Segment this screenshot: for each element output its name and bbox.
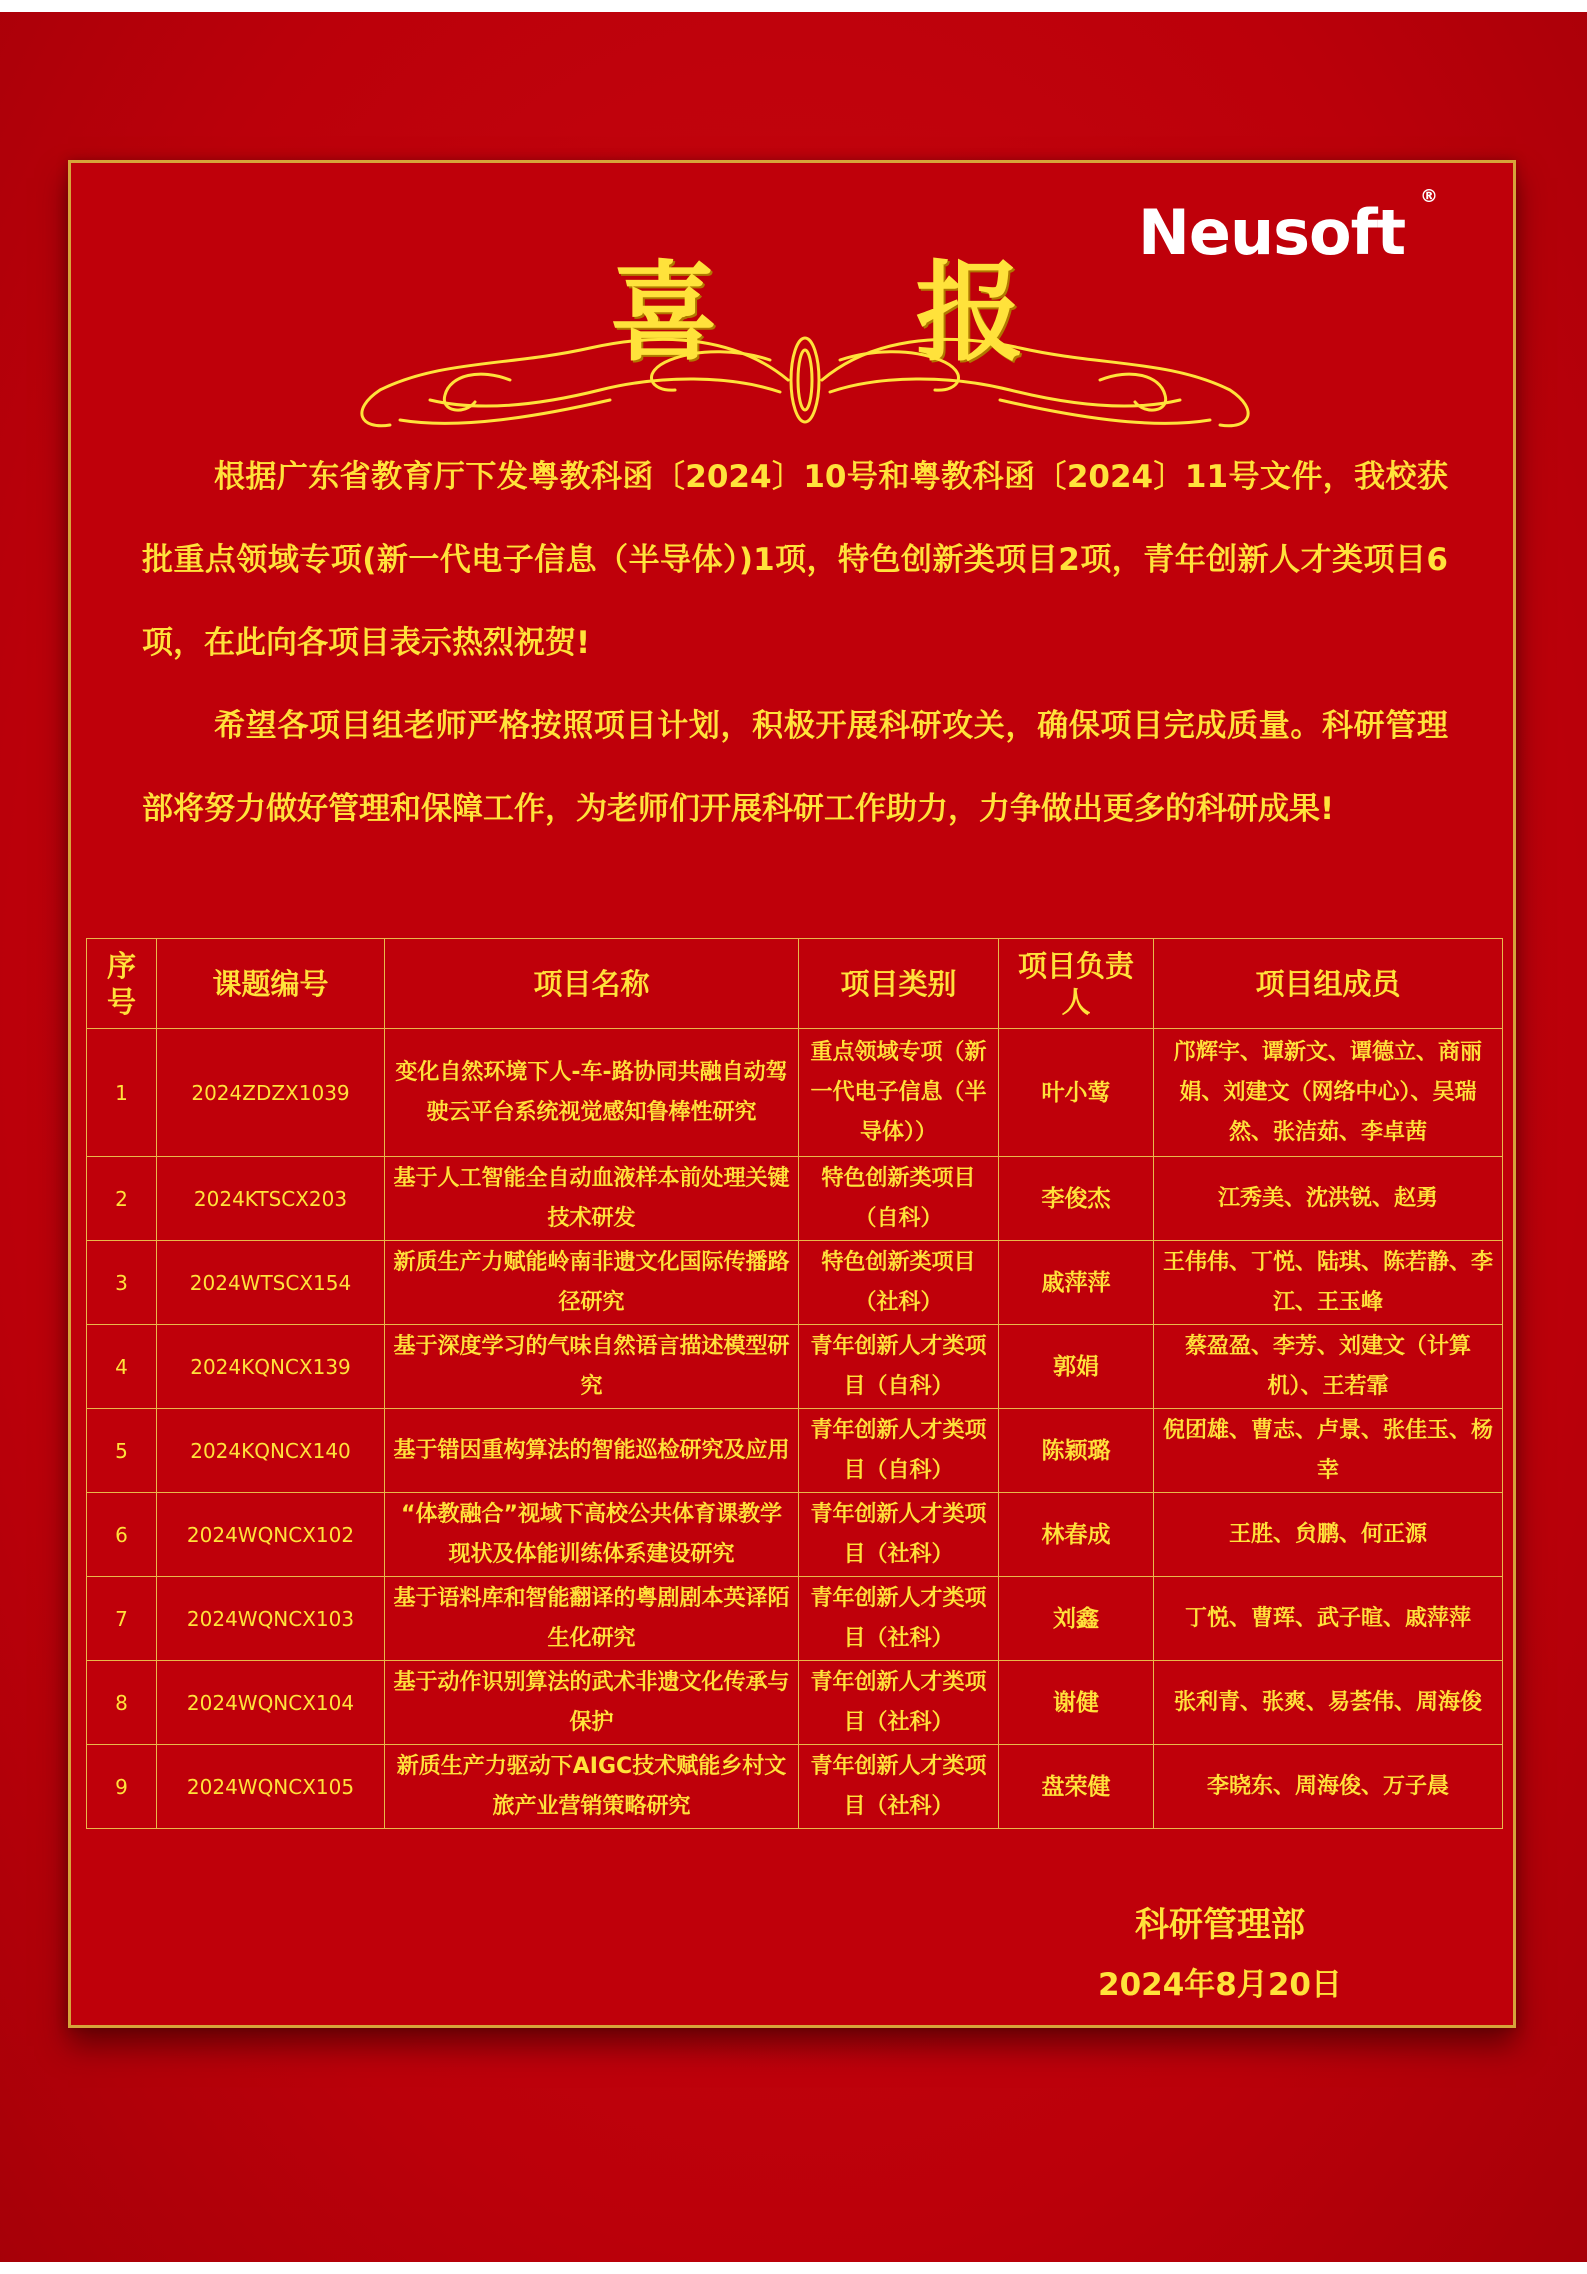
row-members: 张利青、张爽、易荟伟、周海俊	[1154, 1661, 1503, 1745]
intro-paragraph: 根据广东省教育厅下发粤教科函〔2024〕10号和粤教科函〔2024〕11号文件，我校获批重点领域专项(新一代电子信息（半导体）)1项，特色创新类项目2项，青年创新人才类项目6项，在此向各项目表示热烈祝贺!	[142, 459, 1448, 661]
row-members: 王伟伟、丁悦、陆琪、陈若静、李江、王玉峰	[1154, 1241, 1503, 1325]
registered-mark: ®	[1420, 186, 1438, 207]
row-name: 基于人工智能全自动血液样本前处理关键技术研发	[385, 1157, 799, 1241]
header-code: 课题编号	[157, 939, 385, 1029]
row-code: 2024WQNCX103	[157, 1577, 385, 1661]
row-lead: 李俊杰	[999, 1157, 1154, 1241]
row-code: 2024ZDZX1039	[157, 1029, 385, 1157]
table-row	[87, 1493, 1503, 1577]
headline-title: 喜 报	[610, 250, 1104, 376]
row-name: 基于动作识别算法的武术非遗文化传承与保护	[385, 1661, 799, 1745]
table-header-row	[87, 939, 1503, 1029]
row-category: 特色创新类项目（社科）	[799, 1241, 999, 1325]
row-members: 丁悦、曹珲、武子暄、戚萍萍	[1154, 1577, 1503, 1661]
row-members: 邝辉宇、谭新文、谭德立、商丽娟、刘建文（网络中心）、吴瑞然、张洁茹、李卓茜	[1154, 1029, 1503, 1157]
row-lead: 戚萍萍	[999, 1241, 1154, 1325]
row-name: 基于深度学习的气味自然语言描述模型研究	[385, 1325, 799, 1409]
table-row	[87, 1157, 1503, 1241]
row-members: 王胜、贠鹏、何正源	[1154, 1493, 1503, 1577]
row-code: 2024KQNCX139	[157, 1325, 385, 1409]
row-lead: 盘荣健	[999, 1745, 1154, 1829]
row-category: 青年创新人才类项目（自科）	[799, 1409, 999, 1493]
row-category: 重点领域专项（新一代电子信息（半导体））	[799, 1029, 999, 1157]
row-num: 2	[87, 1157, 157, 1241]
row-num: 4	[87, 1325, 157, 1409]
row-name: 新质生产力赋能岭南非遗文化国际传播路径研究	[385, 1241, 799, 1325]
row-code: 2024KQNCX140	[157, 1409, 385, 1493]
row-name: 变化自然环境下人-车-路协同共融自动驾驶云平台系统视觉感知鲁棒性研究	[385, 1029, 799, 1157]
header-members: 项目组成员	[1154, 939, 1503, 1029]
header-lead: 项目负责人	[999, 939, 1154, 1029]
row-code: 2024KTSCX203	[157, 1157, 385, 1241]
row-category: 青年创新人才类项目（社科）	[799, 1577, 999, 1661]
row-lead: 林春成	[999, 1493, 1154, 1577]
row-num: 6	[87, 1493, 157, 1577]
row-lead: 叶小莺	[999, 1029, 1154, 1157]
row-members: 江秀美、沈洪锐、赵勇	[1154, 1157, 1503, 1241]
row-name: 基于错因重构算法的智能巡检研究及应用	[385, 1409, 799, 1493]
row-num: 5	[87, 1409, 157, 1493]
row-num: 1	[87, 1029, 157, 1157]
row-category: 青年创新人才类项目（社科）	[799, 1661, 999, 1745]
row-num: 9	[87, 1745, 157, 1829]
row-name: 基于语料库和智能翻译的粤剧剧本英译陌生化研究	[385, 1577, 799, 1661]
table-row	[87, 1325, 1503, 1409]
row-code: 2024WTSCX154	[157, 1241, 385, 1325]
top-margin	[0, 0, 1587, 12]
table-row	[87, 1409, 1503, 1493]
row-members: 蔡盈盈、李芳、刘建文（计算机）、王若霏	[1154, 1325, 1503, 1409]
row-code: 2024WQNCX102	[157, 1493, 385, 1577]
row-name: “体教融合”视域下高校公共体育课教学现状及体能训练体系建设研究	[385, 1493, 799, 1577]
table-row	[87, 1029, 1503, 1157]
row-lead: 刘鑫	[999, 1577, 1154, 1661]
row-category: 特色创新类项目（自科）	[799, 1157, 999, 1241]
row-members: 倪团雄、曹志、卢景、张佳玉、杨幸	[1154, 1409, 1503, 1493]
table-row	[87, 1745, 1503, 1829]
row-code: 2024WQNCX105	[157, 1745, 385, 1829]
header-category: 项目类别	[799, 939, 999, 1029]
row-category: 青年创新人才类项目（社科）	[799, 1745, 999, 1829]
row-num: 8	[87, 1661, 157, 1745]
table-row	[87, 1661, 1503, 1745]
row-lead: 郭娟	[999, 1325, 1154, 1409]
neusoft-logo: Neusoft	[1138, 196, 1406, 269]
table-row	[87, 1241, 1503, 1325]
row-num: 3	[87, 1241, 157, 1325]
row-category: 青年创新人才类项目（自科）	[799, 1325, 999, 1409]
row-code: 2024WQNCX104	[157, 1661, 385, 1745]
row-name: 新质生产力驱动下AIGC技术赋能乡村文旅产业营销策略研究	[385, 1745, 799, 1829]
row-members: 李晓东、周海俊、万子晨	[1154, 1745, 1503, 1829]
signature-department: 科研管理部	[1135, 1905, 1305, 1945]
header-name: 项目名称	[385, 939, 799, 1029]
table-row	[87, 1577, 1503, 1661]
second-paragraph: 希望各项目组老师严格按照项目计划，积极开展科研攻关，确保项目完成质量。科研管理部将努力做好管理和保障工作，为老师们开展科研工作助力，力争做出更多的科研成果!	[142, 708, 1448, 827]
row-category: 青年创新人才类项目（社科）	[799, 1493, 999, 1577]
row-num: 7	[87, 1577, 157, 1661]
row-lead: 陈颖璐	[999, 1409, 1154, 1493]
header-num: 序号	[87, 939, 157, 1029]
bottom-margin	[0, 2262, 1587, 2274]
row-lead: 谢健	[999, 1661, 1154, 1745]
flourish-ornament	[340, 320, 1270, 440]
projects-table	[86, 938, 1503, 1829]
signature-date: 2024年8月20日	[1098, 1967, 1342, 2003]
